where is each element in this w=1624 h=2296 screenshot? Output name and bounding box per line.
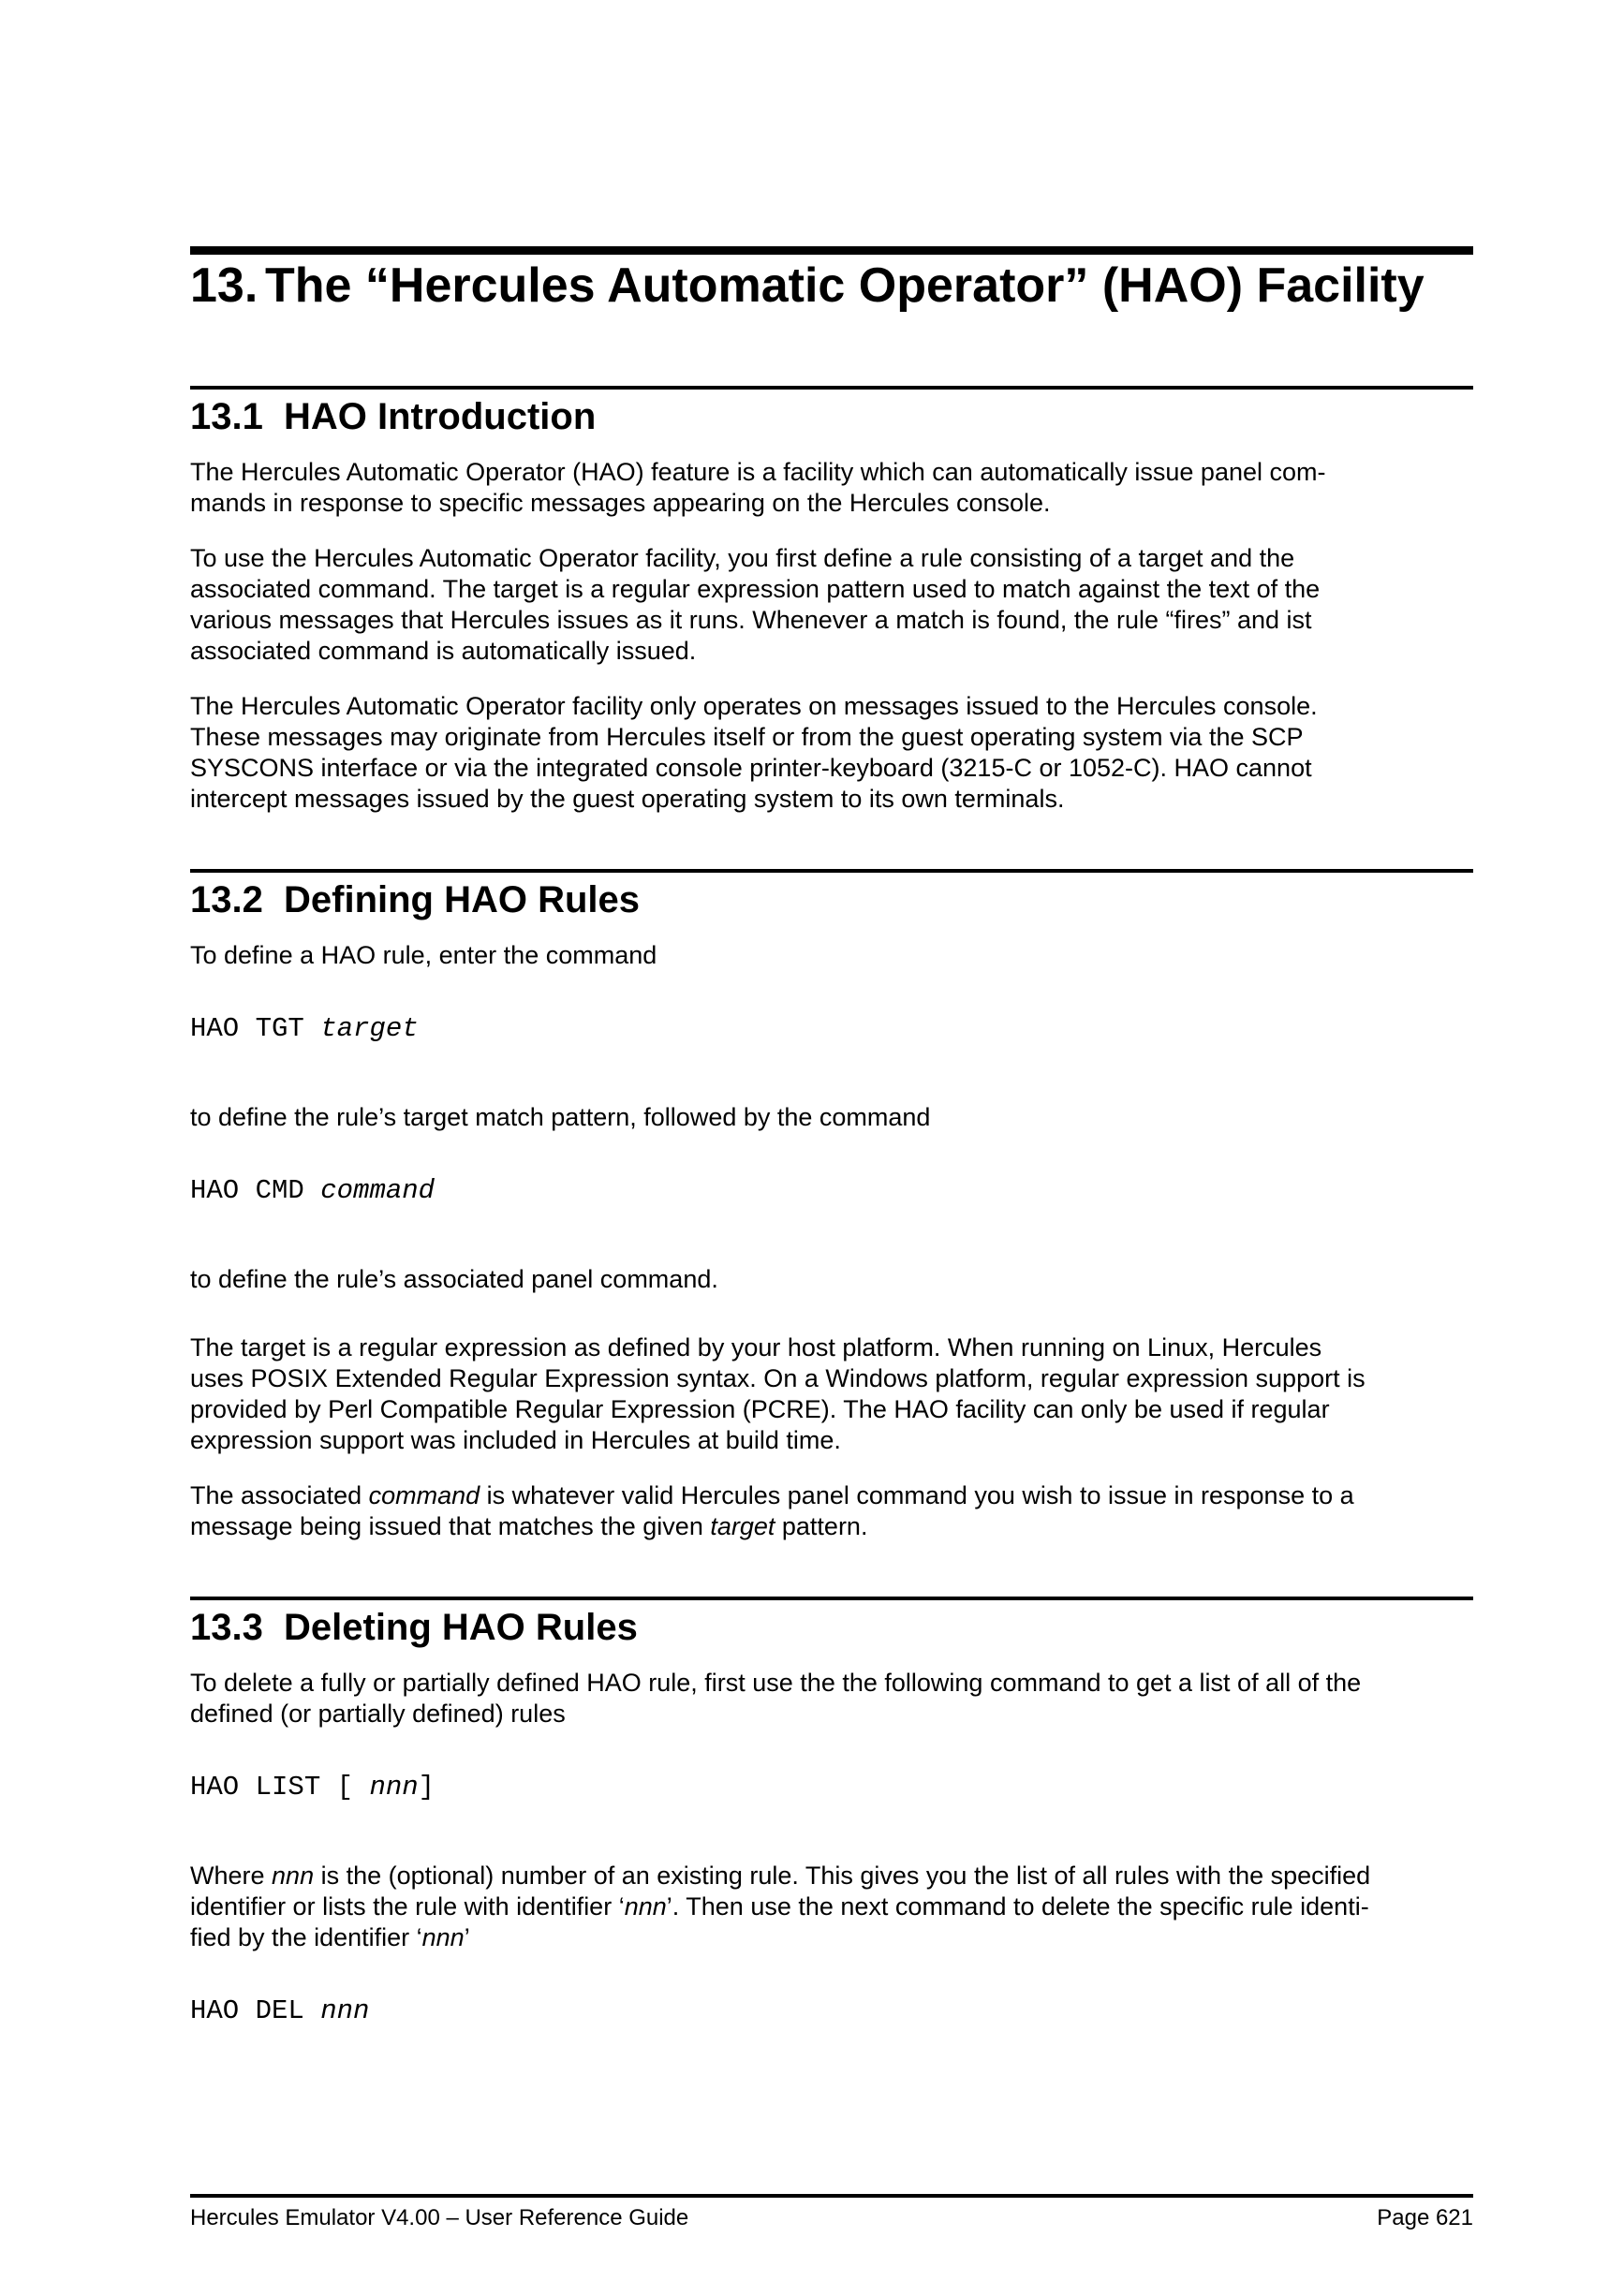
chapter-number: 13. xyxy=(190,258,258,313)
text-line xyxy=(190,940,1473,971)
section-rule xyxy=(190,1597,1473,1600)
italic-text-run: nnn xyxy=(624,1892,667,1921)
section-heading xyxy=(190,876,1473,923)
text-line xyxy=(190,1511,1473,1542)
text-line xyxy=(190,1425,1473,1456)
text-run: identifier or lists the rule with identifier ‘ xyxy=(190,1892,625,1921)
chapter-title-rule xyxy=(190,246,1473,255)
text-line xyxy=(190,488,1473,519)
paragraph xyxy=(190,1668,1473,1729)
text-run: Where xyxy=(190,1862,273,1890)
section xyxy=(190,1597,1473,2026)
text-line xyxy=(190,605,1473,636)
text-line xyxy=(190,1264,1473,1295)
section-heading xyxy=(190,1604,1473,1651)
text-run: defined (or partially defined) rules xyxy=(190,1700,566,1728)
paragraph xyxy=(190,543,1473,667)
text-run: The target is a regular expression as defined by your host platform. When running on Linux, Hercules xyxy=(190,1333,1322,1361)
section-heading xyxy=(190,393,1473,440)
sections xyxy=(190,386,1473,2026)
text-run: is the (optional) number of an existing rule. This gives you the list of all rules with the specified xyxy=(314,1862,1371,1890)
footer-document-title: Hercules Emulator V4.00 – User Reference Guide xyxy=(190,2205,689,2230)
text-run: The Hercules Automatic Operator (HAO) feature is a facility which can automatically issue panel com- xyxy=(190,458,1326,486)
text-line xyxy=(190,1394,1473,1425)
chapter-title: The “Hercules Automatic Operator” (HAO) Facility xyxy=(265,258,1425,313)
text-run: To define a HAO rule, enter the command xyxy=(190,941,657,969)
text-line xyxy=(190,691,1473,722)
text-line xyxy=(190,1332,1473,1363)
section-number: 13.3 xyxy=(190,1607,263,1648)
text-run: to define the rule’s target match pattern, followed by the command xyxy=(190,1103,931,1131)
text-run: The associated xyxy=(190,1481,369,1509)
text-line xyxy=(190,1922,1473,1953)
text-run: ] xyxy=(418,1772,436,1803)
section-title: Defining HAO Rules xyxy=(284,879,641,920)
italic-text-run: target xyxy=(710,1512,775,1540)
text-run: uses POSIX Extended Regular Expression syntax. On a Windows platform, regular expression support is xyxy=(190,1364,1366,1392)
text-line xyxy=(190,1891,1473,1922)
text-run: associated command. The target is a regular expression pattern used to match against the text of the xyxy=(190,575,1321,603)
text-run: associated command is automatically issued. xyxy=(190,637,697,665)
section-rule xyxy=(190,869,1473,873)
italic-text-run: nnn xyxy=(421,1923,465,1951)
section-rule xyxy=(190,386,1473,390)
paragraph xyxy=(190,1861,1473,1953)
paragraph xyxy=(190,1332,1473,1456)
footer-row xyxy=(190,2204,1473,2231)
text-line xyxy=(190,636,1473,667)
text-run: To delete a fully or partially defined HAO rule, first use the the following command to get a list of all of the xyxy=(190,1669,1362,1697)
text-line xyxy=(190,543,1473,574)
italic-text-run: nnn xyxy=(272,1862,315,1890)
chapter-heading xyxy=(190,255,1473,316)
text-line xyxy=(190,1363,1473,1394)
text-run: These messages may originate from Hercules itself or from the guest operating system via the SCP xyxy=(190,723,1304,751)
italic-text-run: target xyxy=(320,1013,419,1044)
section-title: HAO Introduction xyxy=(284,396,597,437)
code-block xyxy=(190,1772,1473,1803)
text-run: provided by Perl Compatible Regular Expression (PCRE). The HAO facility can only be used if regular xyxy=(190,1395,1330,1423)
text-run: expression support was included in Hercules at build time. xyxy=(190,1426,841,1454)
section-number: 13.1 xyxy=(190,396,263,437)
section xyxy=(190,869,1473,1542)
footer-rule xyxy=(190,2194,1473,2198)
text-line xyxy=(190,457,1473,488)
text-line xyxy=(190,1772,1473,1803)
code-block xyxy=(190,1013,1473,1044)
text-line xyxy=(190,784,1473,815)
text-line xyxy=(190,1668,1473,1699)
text-run: pattern. xyxy=(775,1512,868,1540)
section-number: 13.2 xyxy=(190,879,263,920)
text-run: HAO TGT xyxy=(190,1013,321,1044)
italic-text-run: nnn xyxy=(320,1995,370,2026)
paragraph xyxy=(190,1480,1473,1542)
text-line xyxy=(190,1102,1473,1133)
page-content xyxy=(190,246,1473,2084)
code-block xyxy=(190,1175,1473,1206)
text-line xyxy=(190,722,1473,753)
text-line xyxy=(190,1175,1473,1206)
paragraph xyxy=(190,1264,1473,1295)
paragraph xyxy=(190,1102,1473,1133)
text-line xyxy=(190,753,1473,784)
section xyxy=(190,386,1473,815)
footer-page-number: Page 621 xyxy=(1377,2205,1473,2230)
text-run: To use the Hercules Automatic Operator facility, you first define a rule consisting of a target and the xyxy=(190,544,1295,572)
text-run: ’ xyxy=(464,1923,470,1951)
italic-text-run: command xyxy=(320,1175,436,1206)
text-run: is whatever valid Hercules panel command you wish to issue in response to a xyxy=(480,1481,1354,1509)
text-run: HAO LIST [ xyxy=(190,1772,370,1803)
text-line xyxy=(190,1861,1473,1891)
text-line xyxy=(190,574,1473,605)
text-run: The Hercules Automatic Operator facility only operates on messages issued to the Hercules console. xyxy=(190,692,1318,720)
paragraph xyxy=(190,457,1473,519)
italic-text-run: command xyxy=(368,1481,480,1509)
code-block xyxy=(190,1995,1473,2026)
text-run: HAO CMD xyxy=(190,1175,321,1206)
italic-text-run: nnn xyxy=(369,1772,419,1803)
text-run: various messages that Hercules issues as it runs. Whenever a match is found, the rule “fires” and ist xyxy=(190,606,1312,634)
text-run: message being issued that matches the given xyxy=(190,1512,711,1540)
text-run: intercept messages issued by the guest operating system to its own terminals. xyxy=(190,785,1065,813)
text-line xyxy=(190,1699,1473,1729)
text-run: ’. Then use the next command to delete the specific rule identi- xyxy=(666,1892,1369,1921)
text-run: HAO DEL xyxy=(190,1995,321,2026)
text-line xyxy=(190,1480,1473,1511)
section-title: Deleting HAO Rules xyxy=(284,1607,638,1648)
text-run: to define the rule’s associated panel command. xyxy=(190,1265,718,1293)
text-run: mands in response to specific messages appearing on the Hercules console. xyxy=(190,489,1051,517)
text-run: fied by the identifier ‘ xyxy=(190,1923,422,1951)
text-run: SYSCONS interface or via the integrated console printer-keyboard (3215-C or 1052-C). HAO cannot xyxy=(190,754,1312,782)
paragraph xyxy=(190,940,1473,971)
text-line xyxy=(190,1013,1473,1044)
page-footer xyxy=(190,2194,1473,2231)
text-line xyxy=(190,1995,1473,2026)
paragraph xyxy=(190,691,1473,815)
